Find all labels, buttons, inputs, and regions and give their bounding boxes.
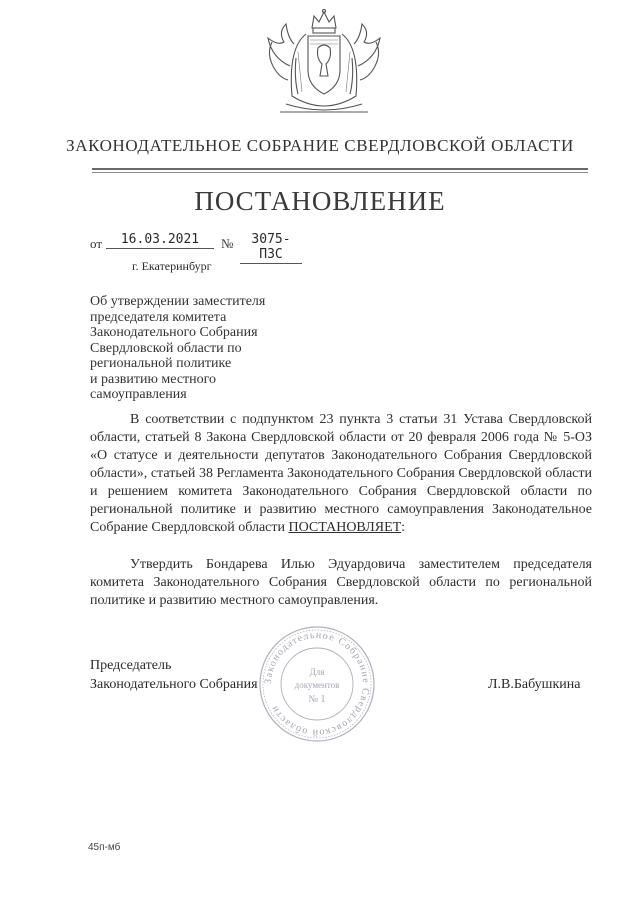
subject-line: Законодательного Собрания — [90, 325, 258, 340]
document-title: ПОСТАНОВЛЕНИЕ — [194, 186, 446, 216]
subject-line: самоуправления — [90, 387, 187, 402]
seal-center-line: документов — [294, 680, 340, 690]
document-code: 45п-мб — [88, 842, 121, 853]
header-divider-thick — [92, 168, 588, 170]
subject-line: региональной политике — [90, 356, 232, 371]
seal-ring-text: Законодательное Собрание Свердловской области — [262, 629, 372, 739]
city-name: г. Екатеринбург — [132, 259, 212, 273]
preamble-paragraph: В соответствии с подпунктом 23 пункта 3 статьи 31 Устава Свердловской области, статьей 8 Закона Свердловской области от 20 февраля 2006 года № 5-ОЗ «О статусе и деятельности депутатов Законодательного Собрания Свердловской области», статьей 38 Регламента Законодательного Собрания Свердловской области и решением комитета Законодательного Собрания Свердловской области по региональной политике и развитию местного самоуправления Законодательное Собрание Свердловской области ПОСТАНОВЛЯЕТ: — [90, 412, 592, 535]
official-seal-stamp — [258, 625, 376, 743]
subject-line: Об утверждении заместителя — [90, 294, 266, 309]
coat-of-arms-emblem — [258, 8, 390, 120]
number-prefix: № — [221, 236, 234, 251]
signer-name: Л.В.Бабушкина — [488, 677, 581, 692]
signer-position — [90, 656, 258, 694]
signer-position-line: Председатель — [90, 658, 172, 673]
organization-name: ЗАКОНОДАТЕЛЬНОЕ СОБРАНИЕ СВЕРДЛОВСКОЙ ОБЛАСТИ — [66, 136, 574, 155]
seal-center-line: № 1 — [308, 694, 326, 705]
signer-position-line: Законодательного Собрания — [90, 677, 258, 692]
decree-word: ПОСТАНОВЛЯЕТ — [288, 520, 402, 535]
subject-line: Свердловской области по — [90, 340, 242, 356]
document-number: 3075-ПЗС — [240, 232, 302, 264]
date-prefix: от — [90, 236, 103, 251]
document-date: 16.03.2021 — [106, 232, 214, 249]
resolution-paragraph: Утвердить Бондарева Илью Эдуардовича заместителем председателя комитета Законодательного Собрания Свердловской области по региональной политике и развитию местного самоуправления. — [90, 557, 592, 608]
seal-center-line: Для — [309, 667, 325, 677]
subject-line: и развитию местного — [90, 371, 217, 387]
header-divider-thin — [92, 172, 588, 173]
preamble-text: В соответствии с подпунктом 23 пункта 3 статьи 31 Устава Свердловской области, статьей 8 Закона Свердловской области от 20 февраля 2006 года № 5-ОЗ «О статусе и деятельности депутатов Законодательного Собрания Свердловской области», статьей 38 Регламента Законодательного Собрания Свердловской области и решением комитета Законодательного Собрания Свердловской области по региональной политике и развитию местного самоуправления Законодательное Собрание Свердловской области — [90, 412, 592, 535]
document-subject — [90, 294, 320, 403]
subject-line: председателя комитета — [90, 309, 227, 325]
